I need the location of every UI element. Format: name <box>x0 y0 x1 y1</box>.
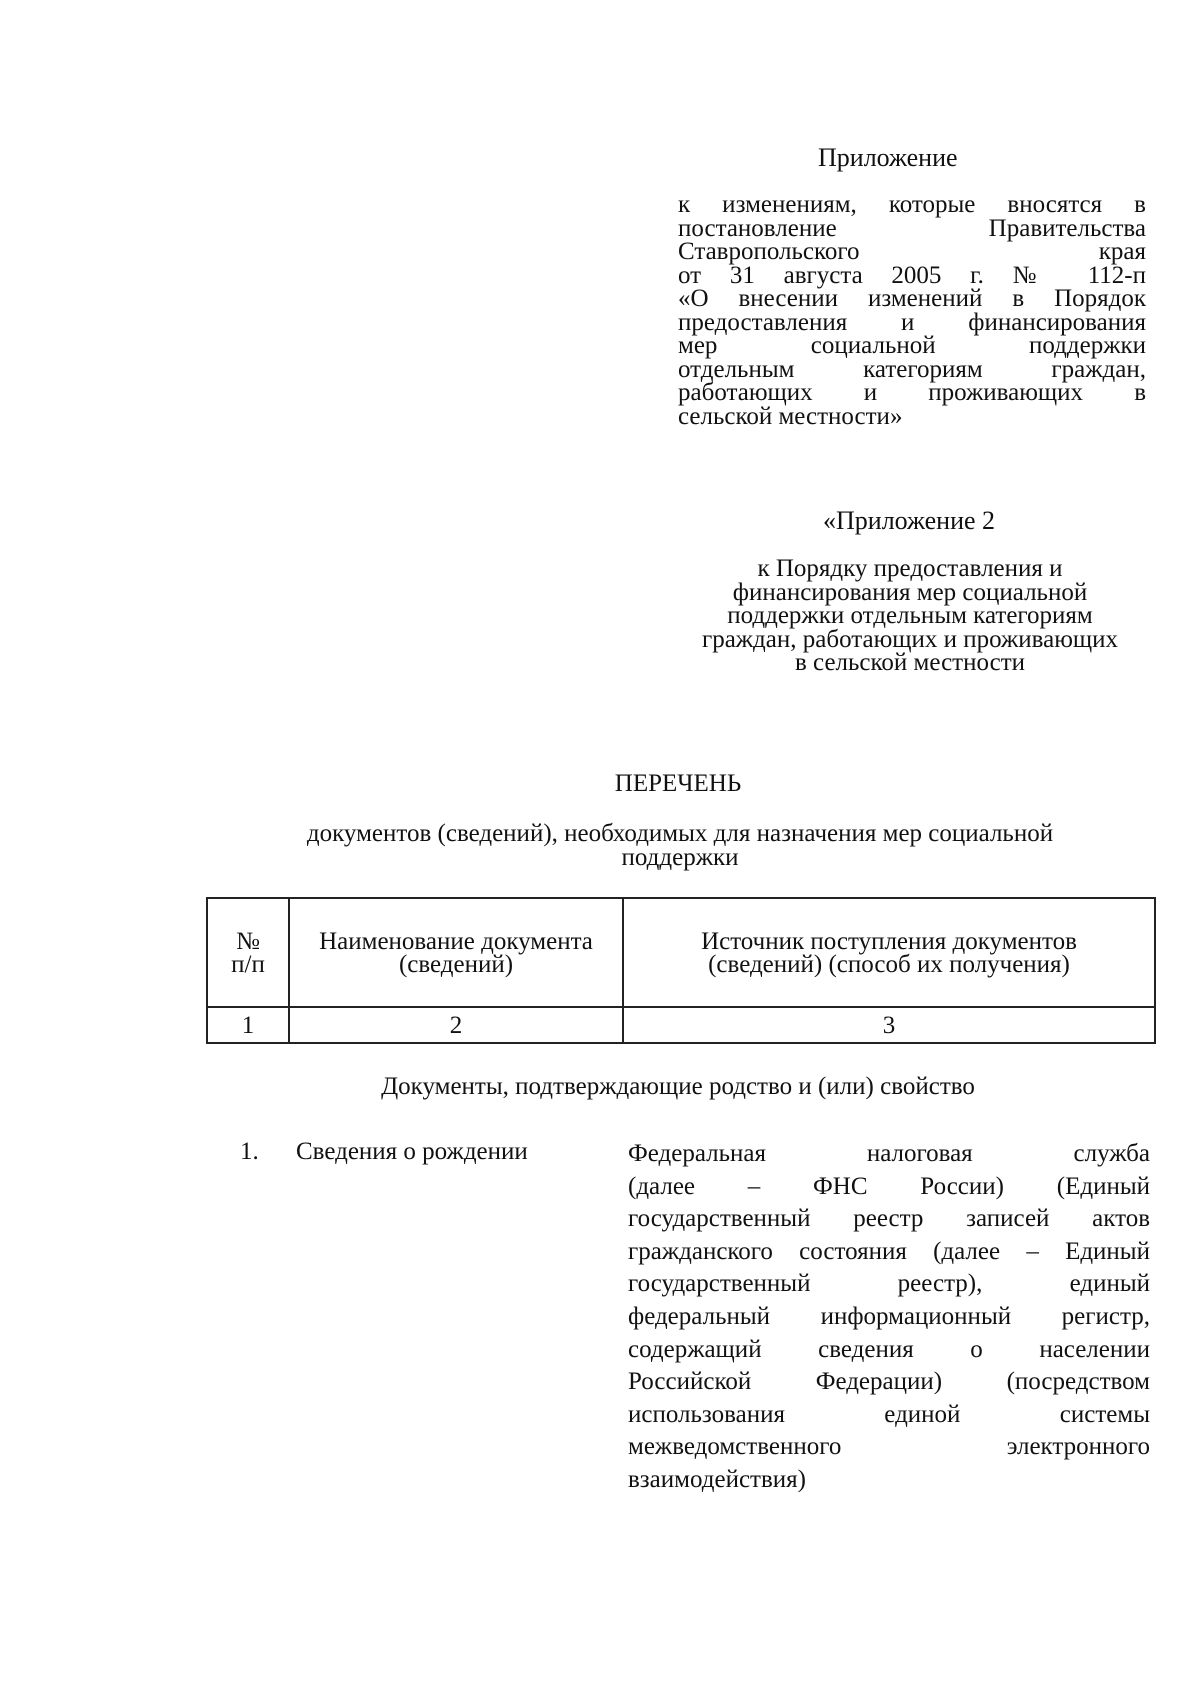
column-number: 2 <box>289 1007 623 1043</box>
column-number: 1 <box>207 1007 289 1043</box>
header-document-name <box>289 898 623 1007</box>
appendix2-title: «Приложение 2 <box>823 506 996 535</box>
appendix2-line: граждан, работающих и проживающих <box>701 625 1119 653</box>
appendix2-line: финансирования мер социальной <box>732 578 1088 606</box>
documents-table <box>206 897 1156 1044</box>
appendix-line: Ставропольского края <box>678 238 1146 265</box>
appendix-line: отдельным категориям граждан, <box>678 355 1146 383</box>
row-source-line: использования единой системы <box>628 1400 1150 1428</box>
table-column-number-row <box>207 1007 1155 1043</box>
appendix2-line: в сельской местности <box>795 649 1025 676</box>
row-source-line: взаимодействия) <box>628 1465 806 1493</box>
list-subtitle <box>255 822 1105 870</box>
header-number <box>207 898 289 1007</box>
appendix2-line: к Порядку предоставления и <box>757 555 1063 582</box>
row-source-line: межведомственного электронного <box>628 1433 1150 1461</box>
row-source-line: федеральный информационный регистр, <box>628 1302 1150 1330</box>
appendix-line: предоставления и финансирования <box>678 308 1146 336</box>
column-number: 3 <box>623 1007 1155 1043</box>
row-source-line: гражданского состояния (далее – Единый <box>628 1237 1150 1265</box>
table-header-row <box>207 898 1155 1007</box>
row-source-line: (далее – ФНС России) (Единый <box>628 1172 1150 1200</box>
appendix-title: Приложение <box>818 143 958 172</box>
row-source-line: государственный реестр), единый <box>628 1270 1150 1298</box>
appendix-line: постановление Правительства <box>678 214 1146 242</box>
header-text: (сведений) (способ их получения) <box>708 950 1070 978</box>
appendix2-reference <box>670 557 1150 675</box>
appendix-line: от 31 августа 2005 г. № 112-п <box>678 261 1146 289</box>
appendix-line: работающих и проживающих в <box>678 379 1146 406</box>
row-source-line: содержащий сведения о населении <box>628 1335 1150 1363</box>
header-text: Источник поступления документов <box>701 927 1077 955</box>
header-text: Наименование документа <box>319 927 593 955</box>
appendix2-line: поддержки отдельным категориям <box>727 602 1093 629</box>
appendix-line: мер социальной поддержки <box>678 332 1146 359</box>
appendix-line: «О внесении изменений в Порядок <box>678 285 1146 312</box>
row-document-name: Сведения о рождении <box>296 1138 528 1165</box>
row-source-line: государственный реестр записей актов <box>628 1205 1150 1233</box>
header-text: п/п <box>231 950 265 978</box>
list-subtitle-line: поддержки <box>621 844 739 871</box>
row-source-line: Российской Федерации) (посредством <box>628 1368 1150 1396</box>
header-text: (сведений) <box>398 950 514 978</box>
appendix-line: сельской местности» <box>678 402 903 430</box>
row-source <box>628 1138 1150 1497</box>
appendix-reference <box>678 193 1146 428</box>
list-title: ПЕРЕЧЕНЬ <box>614 770 742 797</box>
row-source-line: Федеральная налоговая служба <box>628 1140 1150 1167</box>
appendix-line: к изменениям, которые вносятся в <box>678 191 1146 218</box>
header-source <box>623 898 1155 1007</box>
row-number: 1. <box>240 1138 259 1165</box>
list-subtitle-line: документов (сведений), необходимых для назначения мер социальной <box>306 820 1054 847</box>
header-text: № <box>236 927 260 955</box>
section-heading: Документы, подтверждающие родство и (или) свойство <box>381 1073 975 1100</box>
